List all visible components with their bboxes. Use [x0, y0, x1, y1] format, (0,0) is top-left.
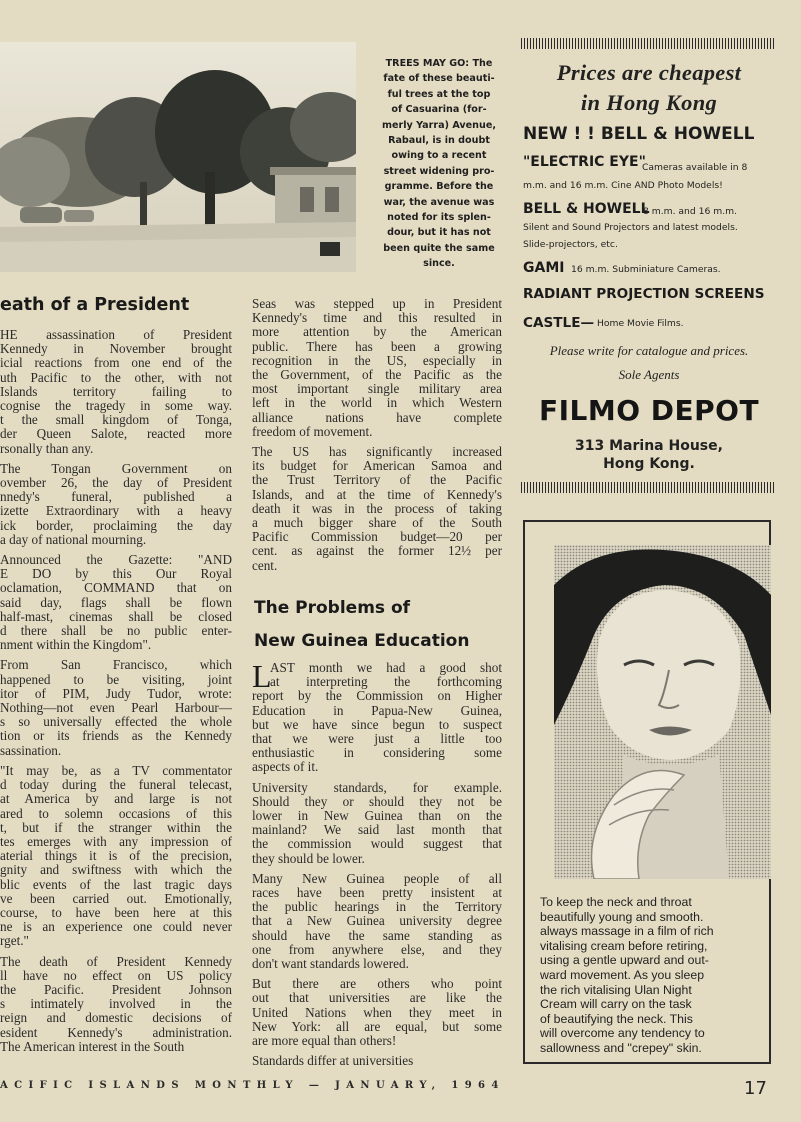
- article-line: icial reactions from one end of the: [0, 355, 232, 371]
- article-column-2-bottom: [252, 658, 502, 1074]
- ad-address-line-1: 313 Marina House,: [575, 438, 723, 454]
- ad-radiant-screens: RADIANT PROJECTION SCREENS: [523, 286, 765, 302]
- article-line: the Trust Territory of the Pacific: [252, 472, 502, 488]
- article-line: lower in New Guinea than on the: [252, 808, 502, 824]
- article-line: the Pacific. President Johnson: [0, 981, 232, 997]
- ad-headline-line-2: in Hong Kong: [580, 90, 718, 115]
- cream-ad-line: the rich vitalising Ulan Night: [540, 982, 692, 997]
- caption-line: of Casuarina (for-: [391, 104, 487, 116]
- ad-bell-howell-text: 8 m.m. and 16 m.m.: [643, 206, 737, 217]
- article-line: recognition in the US, especially in: [252, 352, 502, 368]
- article-line: public. There has been a growing: [252, 338, 502, 354]
- article-line: oclamation, COMMAND that on: [0, 580, 232, 596]
- article-line: aspects of it.: [252, 759, 319, 775]
- article-line: that we were just a little too: [252, 731, 502, 747]
- article-line: out that universities are like the: [252, 990, 502, 1006]
- article-line: Standards differ at universities: [252, 1053, 414, 1069]
- article-line: cent.: [252, 557, 278, 573]
- article-paragraph: [0, 955, 232, 1054]
- article-paragraph: [0, 658, 232, 757]
- ad-gami-text: 16 m.m. Subminiature Cameras.: [571, 264, 721, 275]
- cream-ad-line: using a gentle upward and out-: [540, 953, 709, 968]
- article-line: Kennedy's time and this resulted in: [252, 310, 502, 326]
- article-line: Nothing—not even Pearl Harbour—: [0, 700, 232, 716]
- caption-line: owing to a recent: [391, 150, 487, 162]
- article-line: s intimately involved in the: [0, 996, 232, 1012]
- article-line: der Queen Salote, reacted more: [0, 426, 232, 442]
- ad-filmo-depot: FILMO DEPOT: [538, 394, 760, 427]
- article-line: HE assassination of President: [0, 328, 232, 342]
- article-paragraph: [252, 977, 502, 1048]
- article-paragraph: [252, 872, 502, 971]
- article-line: a day of national mourning.: [0, 531, 147, 547]
- caption-line: dour, but it has not: [387, 227, 491, 239]
- article-paragraph: [252, 445, 502, 573]
- article-line: report by the Commission on Higher: [252, 688, 502, 704]
- article-paragraph: [252, 1054, 502, 1068]
- page-number: 17: [744, 1078, 767, 1099]
- article-line: that a New Guinea university degree: [252, 913, 502, 929]
- cream-ad-line: sallowness and "crepey" skin.: [540, 1040, 702, 1055]
- trees-photo-graphic: [0, 42, 356, 272]
- article-line: izette Extraordinary with a heavy: [0, 503, 232, 519]
- ad-sole-agents: Sole Agents: [618, 367, 680, 382]
- cream-ad-line: will overcome any tendency to: [540, 1026, 705, 1041]
- article-line: Should they or should they not be: [252, 793, 502, 809]
- ad-bell-howell: BELL & HOWELL: [523, 201, 650, 217]
- trees-photo: [0, 42, 356, 272]
- article-line: Pacific Commission budget—20 per: [252, 529, 502, 545]
- article-line: Islands territory failing to: [0, 383, 232, 399]
- article-line: happened to be visiting, joint: [0, 671, 232, 687]
- caption-line: since.: [423, 258, 455, 270]
- ad-gami: GAMI: [523, 260, 565, 276]
- article-line: at interpreting the forthcoming: [270, 674, 502, 690]
- article-line: ne is an experience one could never: [0, 919, 232, 935]
- article-paragraph: [252, 658, 502, 775]
- article-line: Many New Guinea people of all: [252, 870, 502, 886]
- article-paragraph: [0, 328, 232, 456]
- article-line: ve been carried out. Emotionally,: [0, 890, 232, 906]
- article-line: ovember 26, the day of President: [0, 475, 232, 491]
- article-line: t, but if the stranger within the: [0, 819, 232, 835]
- article-column-2-top: [252, 297, 502, 579]
- cream-ad-paragraph: [540, 895, 762, 1056]
- article-line: s so universally effected the whole: [0, 714, 232, 730]
- article-line: New York: all are equal, but some: [252, 1018, 502, 1034]
- article-heading-problems-2: New Guinea Education: [254, 631, 470, 651]
- article-line: cent. as against the former 12½ per: [252, 543, 502, 559]
- drop-cap: L: [252, 658, 272, 694]
- article-line: tes emerges with any impression of: [0, 833, 232, 849]
- caption-line: street widening pro-: [383, 165, 495, 177]
- article-paragraph: [0, 462, 232, 547]
- article-line: the Government, of the Pacific as the: [252, 367, 502, 383]
- cream-ad-line: ward movement. As you sleep: [540, 967, 705, 982]
- article-line: half-mast, cinemas shall be closed: [0, 608, 232, 624]
- article-line: the commission would suggest that: [252, 836, 502, 852]
- ad-electric-eye: "ELECTRIC EYE": [523, 154, 646, 170]
- article-paragraph: [252, 297, 502, 439]
- article-line: From San Francisco, which: [0, 657, 232, 673]
- running-footer: ACIFIC ISLANDS MONTHLY — JANUARY, 1964: [0, 1080, 505, 1091]
- article-paragraph: [0, 764, 232, 949]
- cream-ad-line: beautifully young and smooth.: [540, 909, 704, 924]
- article-line: ick border, proclaiming the day: [0, 517, 232, 533]
- article-line: d today during the funeral telecast,: [0, 777, 232, 793]
- woman-neck-graphic: [554, 545, 771, 879]
- ad-top-border: [521, 38, 774, 49]
- article-line: cognise the tragedy in some way.: [0, 398, 232, 414]
- article-line: most important single military area: [252, 381, 502, 397]
- article-line: said day, flags shall be flown: [0, 594, 232, 610]
- ad-headline: [520, 58, 778, 118]
- woman-neck-photo: [554, 545, 771, 879]
- article-line: "It may be, as a TV commentator: [0, 762, 232, 778]
- cream-ad-line: vitalising cream before retiring,: [540, 938, 708, 953]
- article-line: tion or its friends as the Kennedy: [0, 728, 232, 744]
- caption-line: fate of these beauti-: [383, 73, 495, 85]
- article-line: t the small kingdom of Tonga,: [0, 412, 232, 428]
- article-line: ared to solemn occasions of this: [0, 805, 232, 821]
- cream-ad-line: of beautifying the neck. This: [540, 1011, 693, 1026]
- article-line: E DO by this Our Royal: [0, 566, 232, 582]
- article-paragraph: [0, 553, 232, 652]
- article-line: The Tongan Government on: [0, 460, 232, 476]
- caption-text: [374, 56, 504, 272]
- article-line: but we have since begun to suspect: [252, 716, 502, 732]
- article-line: Islands, and at the time of Kennedy's: [252, 486, 502, 502]
- article-line: at America by and large is not: [0, 791, 232, 807]
- photo-caption: [374, 56, 504, 272]
- article-line: AST month we had a good shot: [270, 660, 502, 675]
- article-line: enthusiastic in considering some: [252, 745, 502, 761]
- article-line: mainland? We said last month that: [252, 822, 502, 838]
- article-line: its budget for American Samoa and: [252, 458, 502, 474]
- ad-address-line-2: Hong Kong.: [603, 456, 695, 472]
- article-line: death it was in the process of taking: [252, 500, 502, 516]
- caption-line: merly Yarra) Avenue,: [382, 119, 496, 131]
- ad-electric-eye-text-2: m.m. and 16 m.m. Cine AND Photo Models!: [523, 180, 723, 191]
- article-line: United Nations when they meet in: [252, 1004, 502, 1020]
- article-line: Education in Papua-New Guinea,: [252, 702, 502, 718]
- caption-line: TREES MAY GO: The: [385, 58, 493, 69]
- article-line: course, to have been here at this: [0, 904, 232, 920]
- article-line: gnity and swiftness with which the: [0, 862, 232, 878]
- ad-bottom-border: [521, 482, 774, 493]
- article-line: left in the world in which Western: [252, 395, 502, 411]
- cream-ad-line: Cream will carry on the task: [540, 997, 692, 1012]
- article-line: The US has significantly increased: [252, 444, 502, 460]
- article-line: should have the same standing as: [252, 927, 502, 943]
- article-line: are more equal than others!: [252, 1033, 397, 1049]
- article-line: the public hearings in the Territory: [252, 899, 502, 915]
- article-line: Seas was stepped up in President: [252, 296, 502, 311]
- article-line: uth Pacific to the other, with not: [0, 369, 232, 385]
- ad-castle-text: Home Movie Films.: [597, 318, 684, 329]
- article-line: Announced the Gazette: "AND: [0, 552, 232, 568]
- article-line: one from anywhere else, and they: [252, 941, 502, 957]
- caption-line: ful trees at the top: [387, 88, 491, 100]
- article-line: itor of PIM, Judy Tudor, wrote:: [0, 685, 232, 701]
- caption-line: been quite the same: [383, 242, 495, 254]
- article-line: reign and domestic decisions of: [0, 1010, 232, 1026]
- article-line: But there are others who point: [252, 976, 502, 992]
- article-heading-president: eath of a President: [0, 295, 190, 315]
- article-line: Kennedy in November brought: [0, 341, 232, 357]
- article-column-1: [0, 328, 232, 1060]
- ad-bell-howell-text-2: Silent and Sound Projectors and latest models.: [523, 222, 738, 233]
- article-line: blic events of the last tragic days: [0, 876, 232, 892]
- article-line: alliance nations have complete: [252, 409, 502, 425]
- caption-line: gramme. Before the: [384, 181, 494, 193]
- caption-line: noted for its splen-: [387, 212, 491, 224]
- article-paragraph: [252, 781, 502, 866]
- ad-headline-line-1: Prices are cheapest: [556, 60, 742, 85]
- article-heading-problems-1: The Problems of: [254, 598, 411, 618]
- article-line: more attention by the American: [252, 324, 502, 340]
- article-line: nnedy's funeral, published a: [0, 489, 232, 505]
- article-line: races have been pretty insistent at: [252, 885, 502, 901]
- article-line: University standards, for example.: [252, 779, 502, 795]
- article-line: don't want standards lowered.: [252, 956, 409, 972]
- ad-electric-eye-text: Cameras available in 8: [642, 162, 748, 173]
- article-line: d there shall be no public enter-: [0, 623, 232, 639]
- article-line: nment within the Kingdom".: [0, 637, 152, 653]
- ad-castle: CASTLE—: [523, 315, 595, 331]
- article-line: aterial things it is of the precision,: [0, 848, 232, 864]
- caption-line: war, the avenue was: [383, 196, 495, 208]
- article-line: a much bigger share of the South: [252, 515, 502, 531]
- article-line: freedom of movement.: [252, 423, 373, 439]
- ad-new-bell-howell: NEW ! ! BELL & HOWELL: [523, 124, 755, 144]
- article-line: ll have no effect on US policy: [0, 967, 232, 983]
- article-line: esident Kennedy's administration.: [0, 1024, 232, 1040]
- cream-ad-text: [540, 895, 762, 1056]
- ad-bell-howell-text-3: Slide-projectors, etc.: [523, 239, 618, 250]
- cream-ad-line: To keep the neck and throat: [540, 895, 692, 909]
- article-line: rsonally than any.: [0, 440, 94, 456]
- caption-line: Rabaul, is in doubt: [388, 135, 490, 147]
- article-line: rget.": [0, 933, 29, 949]
- cream-ad-line: always massage in a film of rich: [540, 924, 714, 939]
- article-line: sassination.: [0, 742, 62, 758]
- article-line: The American interest in the South: [0, 1038, 185, 1054]
- article-line: they should be lower.: [252, 850, 365, 866]
- article-line: The death of President Kennedy: [0, 953, 232, 969]
- ad-please-write: Please write for catalogue and prices.: [549, 343, 749, 358]
